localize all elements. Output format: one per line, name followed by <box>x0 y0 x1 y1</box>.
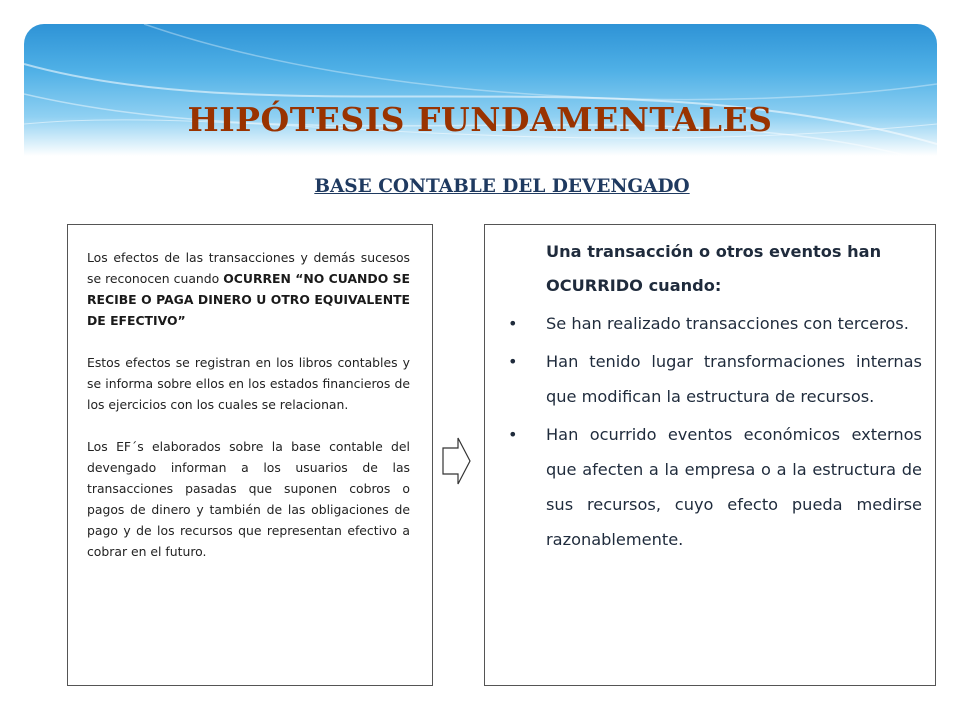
right-intro: Una transacción o otros eventos han OCURRIDO cuando: <box>546 242 882 295</box>
list-item-text: Han ocurrido eventos económicos externos que afecten a la empresa o a la estructura de sus recursos, cuyo efecto pueda medirse razonablemente. <box>546 425 922 549</box>
list-item-text: Han tenido lugar transformaciones internas que modifican la estructura de recursos. <box>546 352 922 406</box>
list-item <box>505 344 922 414</box>
left-paragraph-2: Estos efectos se registran en los libros contables y se informa sobre ellos en los estados financieros de los ejercicios con los cuales se relacionan. <box>87 355 410 412</box>
page-title: HIPÓTESIS FUNDAMENTALES <box>187 100 773 139</box>
left-text-box <box>67 224 433 686</box>
left-paragraph-1-emphasis: OCURREN “NO CUANDO SE RECIBE O PAGA DINERO U OTRO EQUIVALENTE DE EFECTIVO” <box>87 271 410 328</box>
page-subtitle: BASE CONTABLE DEL DEVENGADO <box>314 176 690 197</box>
bullet-icon: • <box>508 352 518 371</box>
right-arrow-outline-icon <box>442 436 472 486</box>
bullet-icon: • <box>508 314 518 333</box>
list-item <box>505 306 922 341</box>
left-paragraph-3: Los EF´s elaborados sobre la base contable del devengado informan a los usuarios de las transacciones pasadas que suponen cobros o pagos de dinero y también de las obligaciones de pago y de los recursos que representan efectivo a cobrar en el futuro. <box>87 439 410 559</box>
bullet-icon: • <box>508 425 518 444</box>
list-item-text: Se han realizado transacciones con terceros. <box>546 314 909 333</box>
list-item <box>505 417 922 557</box>
right-text-box <box>484 224 936 686</box>
left-paragraph-1 <box>87 247 410 331</box>
left-paragraph-1-text: Los efectos de las transacciones y demás sucesos se reconocen cuando <box>87 250 410 286</box>
